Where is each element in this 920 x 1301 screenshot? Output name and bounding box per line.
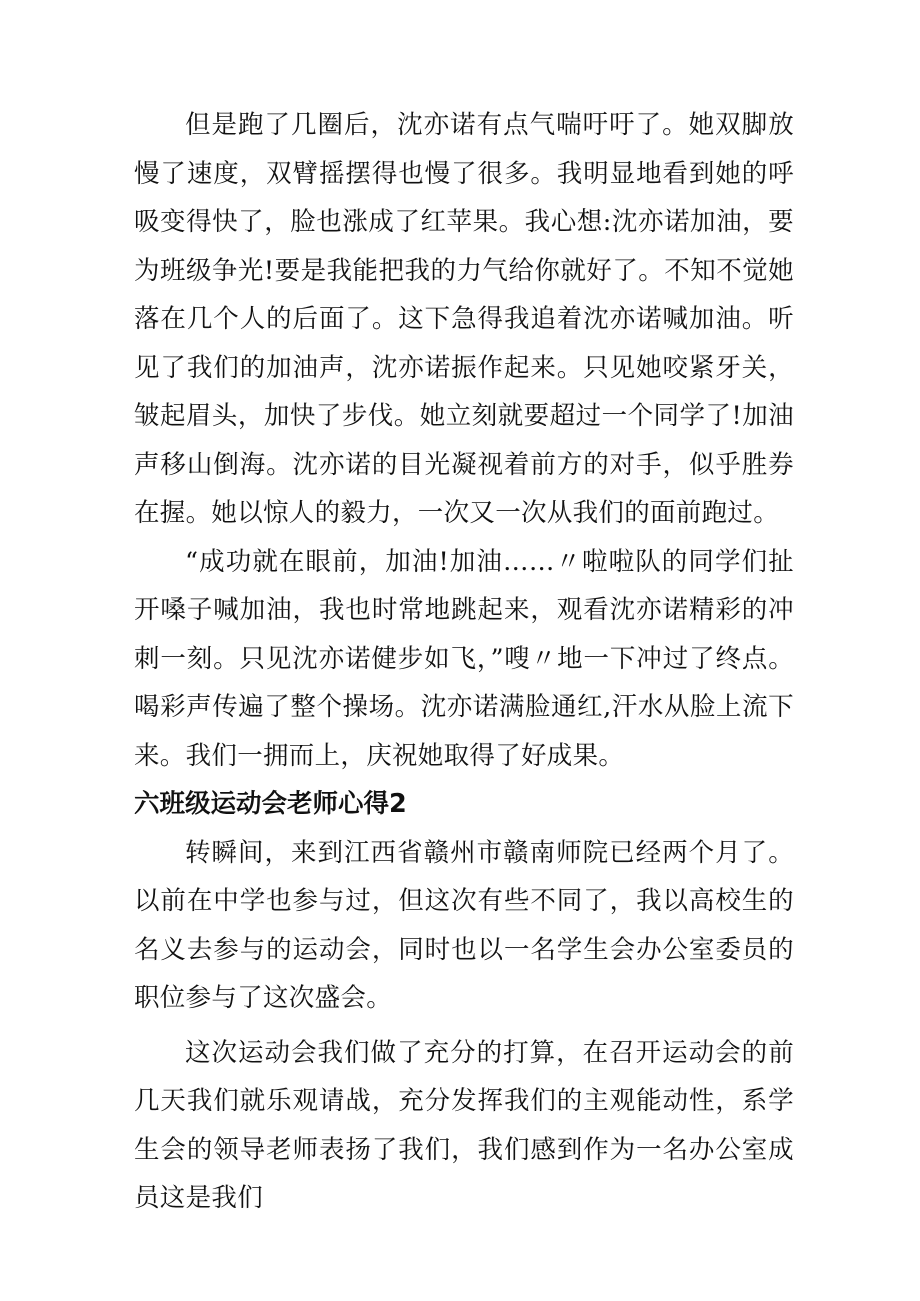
paragraph: 但是跑了几圈后，沈亦诺有点气喘吁吁了。她双脚放慢了速度，双臂摇摆得也慢了很多。我明显地看到她的呼吸变得快了，脸也涨成了红苹果。我心想:沈亦诺加油，要为班级争光!要是我能把我的力气给你就好了。不知不觉她落在几个人的后面了。这下急得我追着沈亦诺喊加油。听见了我们的加油声，沈亦诺振作起来。只见她咬紧牙关，皱起眉头，加快了步伐。她立刻就要超过一个同学了!加油声移山倒海。沈亦诺的目光凝视着前方的对手，似乎胜券在握。她以惊人的毅力，一次又一次从我们的面前跑过。 <box>134 110 794 528</box>
paragraph: “成功就在眼前，加油!加油……〃啦啦队的同学们扯开嗓子喊加油，我也时常地跳起来，观看沈亦诺精彩的冲刺一刻。只见沈亦诺健步如飞，”嗖〃地一下冲过了终点。喝彩声传遍了整个操场。沈亦诺满脸通红,汗水从脸上流下来。我们一拥而上，庆祝她取得了好成果。 <box>134 546 794 771</box>
document-body <box>134 101 794 1223</box>
paragraph: 转瞬间，来到江西省赣州市赣南师院已经两个月了。以前在中学也参与过，但这次有些不同了，我以高校生的名义去参与的运动会，同时也以一名学生会办公室委员的职位参与了这次盛会。 <box>134 837 794 1013</box>
section-heading <box>134 780 794 829</box>
paragraph: 这次运动会我们做了充分的打算，在召开运动会的前几天我们就乐观请战，充分发挥我们的主观能动性，系学生会的领导老师表扬了我们，我们感到作为一名办公室成员这是我们 <box>134 1037 794 1213</box>
section-heading-text: 六班级运动会老师心得 <box>134 789 390 819</box>
section-heading-number: 2 <box>389 789 407 819</box>
